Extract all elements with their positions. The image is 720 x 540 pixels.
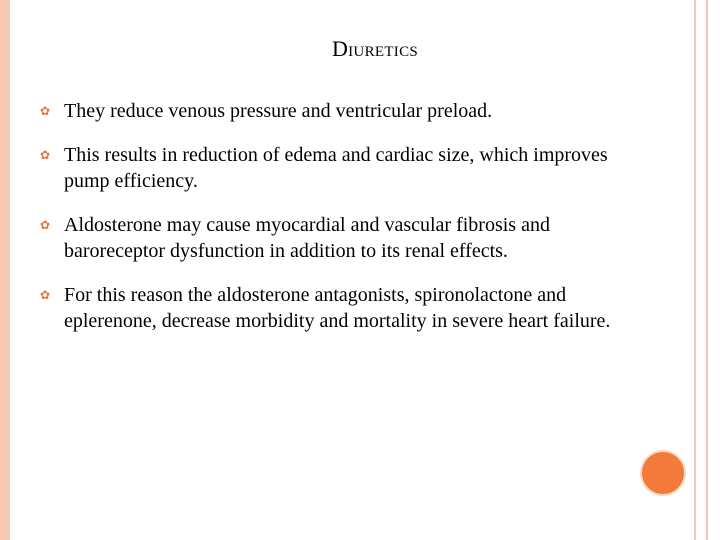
flower-bullet-icon: ✿: [40, 218, 51, 232]
slide-title: Diuretics: [331, 36, 419, 61]
bullet-text: They reduce venous pressure and ventricular preload.: [64, 100, 493, 122]
decorative-circle: [640, 450, 686, 496]
list-item: [40, 212, 640, 264]
bullet-list: [40, 98, 640, 352]
list-item: [40, 142, 640, 194]
list-item: [40, 282, 640, 334]
right-frame-line: [694, 0, 696, 540]
list-item: [40, 98, 640, 124]
right-frame-line: [706, 0, 708, 540]
flower-bullet-icon: ✿: [40, 148, 51, 162]
bullet-text: Aldosterone may cause myocardial and vascular fibrosis and baroreceptor dysfunction in addition to its renal effects.: [64, 214, 550, 262]
bullet-text: For this reason the aldosterone antagonists, spironolactone and eplerenone, decrease morbidity and mortality in severe heart failure.: [64, 284, 611, 332]
flower-bullet-icon: ✿: [40, 288, 51, 302]
bullet-text: This results in reduction of edema and cardiac size, which improves pump efficiency.: [64, 144, 608, 192]
left-frame-border: [0, 0, 10, 540]
flower-bullet-icon: ✿: [40, 104, 51, 118]
